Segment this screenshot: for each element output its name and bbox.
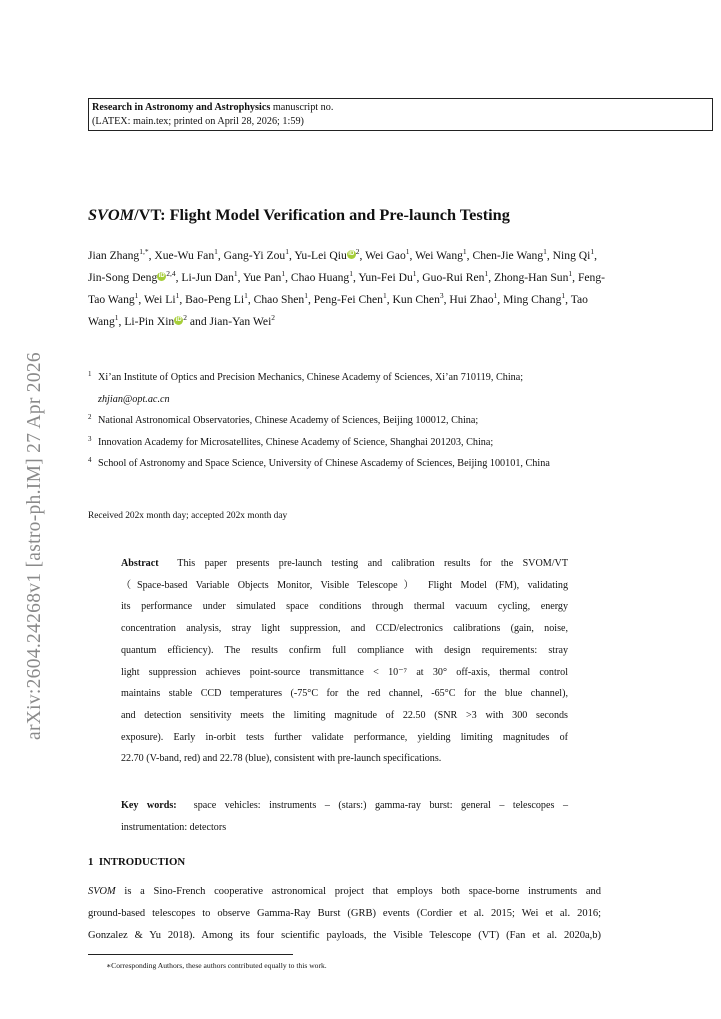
author-affiliation-mark: 1 [590,247,595,256]
author [494,271,572,284]
svom-italic: SVOM [88,886,116,897]
author [210,315,276,328]
author-name: Yue Pan [243,271,282,284]
affiliation-3 [88,432,618,454]
paper-title [88,205,510,225]
author-name: Tao Wang [88,293,588,328]
author-affiliation-mark: 2 [271,313,276,322]
author-name: Zhong-Han Sun [494,271,569,284]
author-name: Ning Qi [552,249,591,262]
author-affiliation-mark: 1 [175,291,180,300]
author-affiliation-mark: 1 [484,269,489,278]
corresponding-email[interactable]: zhjian@opt.ac.cn [98,393,170,405]
footnote-rule [88,954,293,955]
author [415,249,467,262]
abstract-line [121,553,568,575]
section-title: INTRODUCTION [98,856,186,868]
author-name: Chao Shen [253,293,305,306]
author [358,271,416,284]
author-list: Jian Zhang$^{1,*}$, Xue-Wu Fan$^1$, Gang-Yi Zou$^1$, Yu-Lei Qiu iD $^2$, Wei Gao$^1$, Wei Wang$^1$, Chen-Jie Wang$^1$, Ning Qi$^1$, Jin-Song Deng iD $^{2,4}$, Li-Jun Dan$^1$, Yue Pan$^1$, Chao Huang$^1$, Yun-Fei Du$^1$, Guo-Rui Ren$^1$, Zhong-Han Sun$^1$, Feng-Tao Wang$^1$, Wei Li$^1$, Bao-Peng Li$^1$, Chao Shen$^1$, Peng-Fei Chen$^1$, Kun Chen$^3$, Hui Zhao$^1$, Ming Chang$^1$, Tao Wang$^1$, Li-Pin Xin iD $^2$ and Jian-Yan Wei$^2$ [88,247,605,328]
author-name: Peng-Fei Chen [313,293,383,306]
title-rest: /VT: Flight Model Verification and Pre-launch Testing [134,205,510,224]
author-affiliation-mark: 1 [493,291,498,300]
abstract-line: quantum efficiency). The results confirm full compliance with design requirements: stray [121,644,568,656]
author-name: Yu-Lei Qiu [294,249,347,262]
abstract-line: exposure). Early in-orbit tests further validate performance, yielding limiting magnitudes of [121,731,568,743]
body-line [88,881,601,903]
journal-header-box [88,98,713,131]
author-name: Xue-Wu Fan [154,249,215,262]
author-affiliation-mark: 1 [134,291,139,300]
author [472,249,546,262]
author-name: Guo-Rui Ren [422,271,485,284]
author-name: Gang-Yi Zou [223,249,286,262]
author-name: Ming Chang [503,293,562,306]
section-number: 1 [88,856,94,868]
abstract-line: concentration analysis, stray light suppression, and CCD/electronics calibrations (gain, noise, [121,623,568,635]
received-line: Received 202x month day; accepted 202x month day [88,511,288,521]
author-affiliation-mark: 1 [214,247,218,256]
keywords [121,795,568,838]
author-name: Jin-Song Deng [88,271,158,284]
author-affiliation-mark: 1 [281,269,286,278]
author-affiliation-mark: 2 [183,313,187,322]
author [144,293,179,306]
orcid-icon[interactable]: iD [175,317,182,323]
author-name: Hui Zhao [449,293,494,306]
author [254,293,308,306]
author-affiliation-mark: 3 [439,291,444,300]
orcid-icon[interactable]: iD [348,251,355,257]
author [124,315,187,328]
affiliations [88,367,618,475]
author-affiliation-mark: 1 [382,291,387,300]
orcid-icon[interactable]: iD [158,273,165,279]
affiliation-number: 4 [88,456,92,464]
author-affiliation-mark: 1 [412,269,417,278]
abstract [121,553,568,770]
title-svom: SVOM [88,205,135,224]
abstract-heading: Abstract [121,558,159,569]
keywords-line: instrumentation: detectors [121,821,227,833]
affiliation-2 [88,410,618,432]
author-affiliation-mark: 1 [405,247,410,256]
author-name: Feng-Tao Wang [88,271,605,306]
footnote: ∗Corresponding Authors, these authors contributed equally to this work. [106,961,327,970]
author-affiliation-mark: 2 [355,247,360,256]
abstract-line: its performance under simulated space conditions through thermal vacuum cycling, energy [121,601,568,613]
abstract-line: light suppression achieves point-source transmittance < 10⁻⁷ at 30° off-axis, thermal control [121,666,568,678]
affiliation-text: Innovation Academy for Microsatellites, Chinese Academy of Science, Shanghai 201203, China; [98,436,494,448]
author-affiliation-mark: 1 [349,269,353,278]
author-name: Li-Pin Xin [124,315,175,328]
affiliation-text: National Astronomical Observatories, Chinese Academy of Sciences, Beijing 100012, China; [98,415,479,426]
author-name: Wei Wang [415,249,463,262]
author-affiliation-mark: 1 [233,269,238,278]
section-heading [88,856,185,868]
affiliation-number: 2 [88,413,92,421]
author [243,271,285,284]
author-affiliation-mark: 1 [561,291,566,300]
abstract-line: and detection sensitivity meets the limiting magnitude of 22.50 (SNR >3 with 300 seconds [121,709,568,721]
author-name: Kun Chen [392,293,440,306]
author [449,293,497,306]
arxiv-stamp [22,280,46,740]
author-name: Wei Li [144,293,176,306]
abstract-line: 22.70 (V-band, red) and 22.78 (blue), consistent with pre-launch specifications. [121,753,442,765]
author-name: Wei Gao [365,249,406,262]
author-affiliation-mark: 2,4 [166,269,176,278]
affiliation-text: Xi’an Institute of Optics and Precision Mechanics, Chinese Academy of Sciences, Xi’an 710119, China; [98,372,524,383]
author-name: Jian Zhang [88,249,140,262]
author [393,293,444,306]
author-name: Li-Jun Dan [181,271,234,284]
author [154,249,218,262]
intro-paragraph [88,881,601,947]
abstract-line: maintains stable CCD temperatures (-75°C for the red channel, -65°C for the blue channel), [121,688,568,700]
arxiv-stamp-text: arXiv:2604.24268v1 [astro-ph.IM] 27 Apr 2026 [24,352,45,740]
author [314,293,387,306]
author [553,249,594,262]
author [365,249,409,262]
author [185,293,248,306]
author [224,249,289,262]
author-affiliation-mark: 1 [568,269,573,278]
author-name: Jian-Yan Wei [209,315,272,328]
manuscript-label: manuscript no. [270,102,334,113]
abstract-text: This paper presents pre-launch testing and calibration results for the SVOM/VT [177,558,568,569]
author-affiliation-mark: 1 [285,247,289,256]
author [294,249,359,262]
author-affiliation-mark: 1 [462,247,467,256]
affiliation-4 [88,453,610,475]
author [422,271,488,284]
author-name: Chao Huang [290,271,350,284]
body-text: is a Sino-French cooperative astronomical project that employs both space-borne instruments and [115,886,601,897]
author-name: Bao-Peng Li [185,293,245,306]
author [503,293,565,306]
keywords-line: space vehicles: instruments – (stars:) gamma-ray burst: general – telescopes – [193,800,568,811]
body-line: Gonzalez & Yu 2018). Among its four scientific payloads, the Visible Telescope (VT) (Fan et al. 2020a,b) [88,930,601,941]
affiliation-1 [88,367,618,410]
affiliation-text: School of Astronomy and Space Science, University of Chinese Ascademy of Sciences, Beijing 100101, China [98,458,550,469]
author [88,249,149,262]
affiliation-number: 1 [88,370,92,378]
author-affiliation-mark: 1 [244,291,248,300]
author-affiliation-mark: 1 [304,291,308,300]
body-line: ground-based telescopes to observe Gamma-Ray Burst (GRB) events (Cordier et al. 2015; Wei et al. 2016; [88,908,601,919]
author-name: Yun-Fei Du [358,271,413,284]
affiliation-number: 3 [88,434,92,443]
journal-name: Research in Astronomy and Astrophysics [92,102,271,113]
author-affiliation-mark: 1,* [139,247,149,256]
author-affiliation-mark: 1 [114,313,119,322]
latex-print-line: (LATEX: main.tex; printed on April 28, 2026; 1:59) [92,116,304,127]
author-affiliation-mark: 1 [543,247,547,256]
author [181,271,237,284]
abstract-line: （Space-based Variable Objects Monitor, Visible Telescope） Flight Model (FM), validating [121,579,568,591]
author [88,271,176,284]
author [291,271,353,284]
keywords-heading: Key words: [121,800,177,811]
author-name: Chen-Jie Wang [472,249,544,262]
